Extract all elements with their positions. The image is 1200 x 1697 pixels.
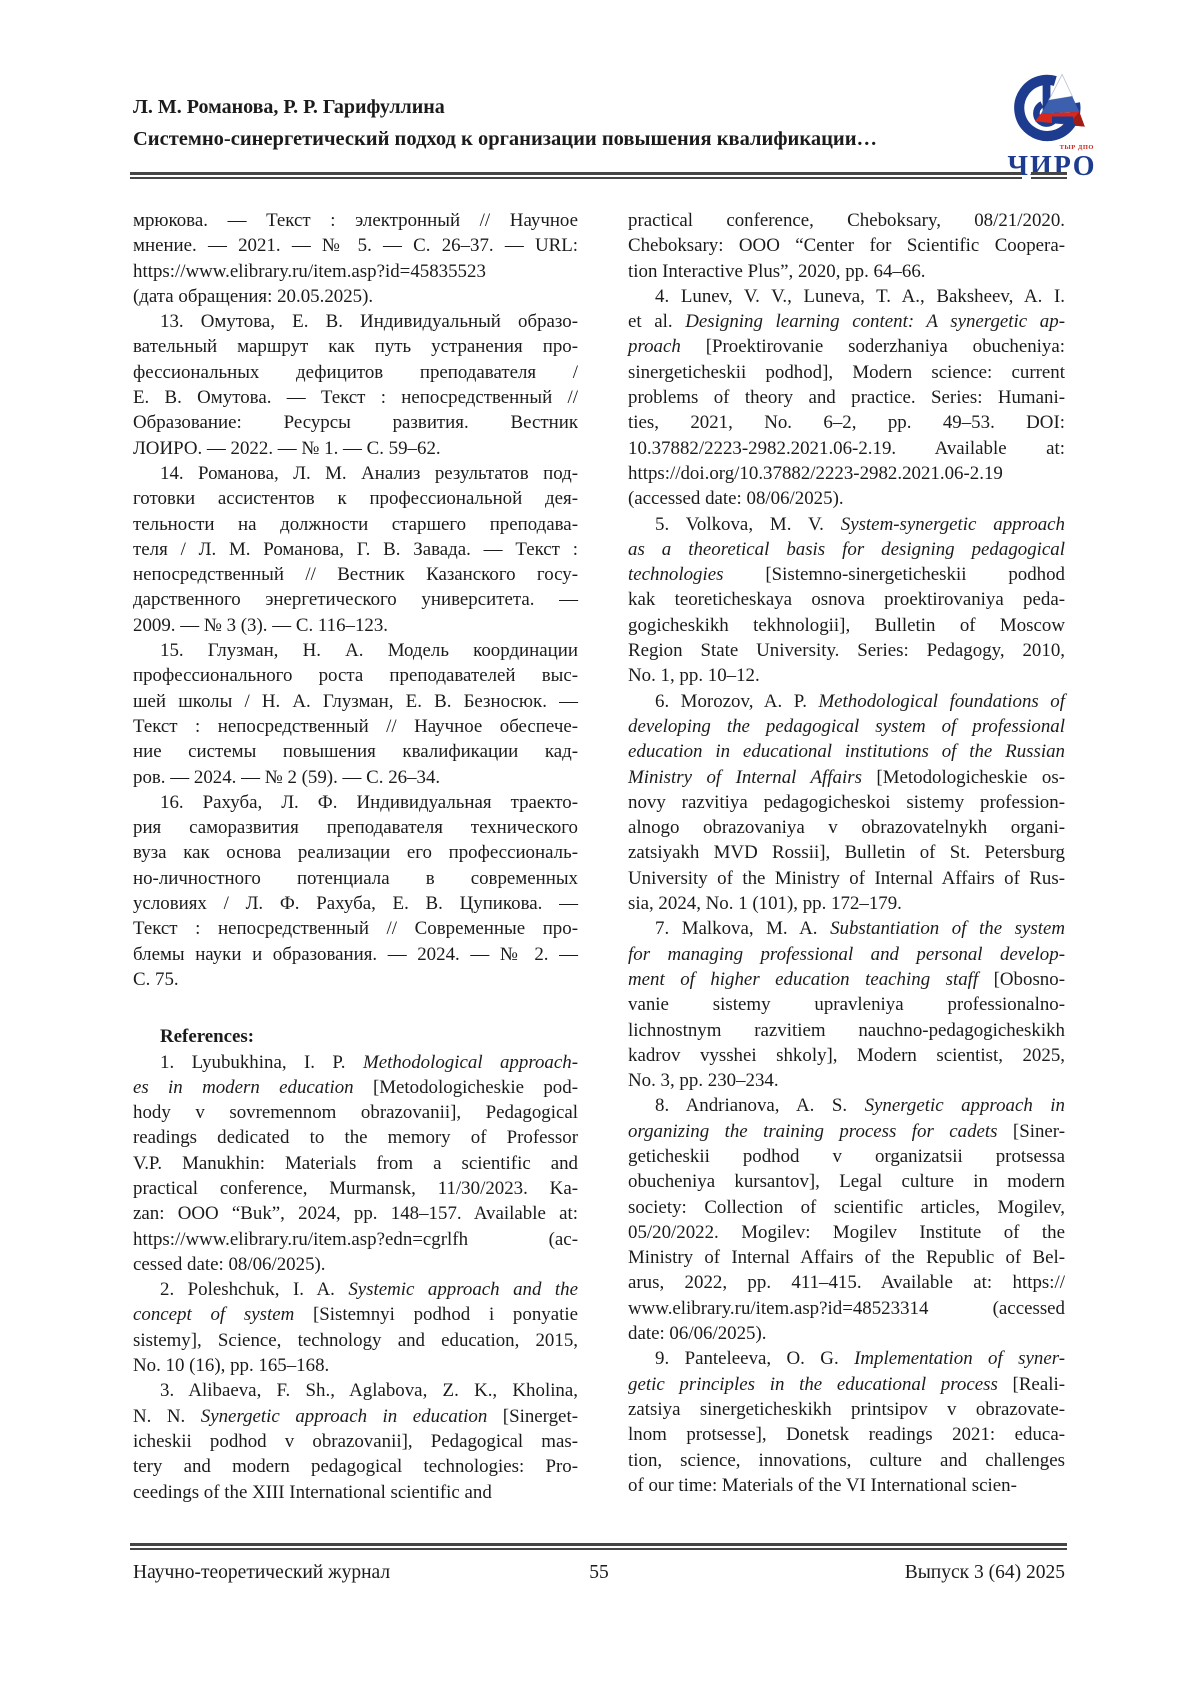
text-line <box>628 309 1065 334</box>
text-line <box>133 587 578 612</box>
reference-text: practical conference, Cheboksary, 08/21/2020. <box>628 210 1065 231</box>
reference-text: geticheskii podhod v organizatsii protsessa <box>628 1145 1065 1167</box>
text-line <box>628 790 1065 815</box>
ref-15 <box>133 638 578 790</box>
text-line <box>133 1075 578 1100</box>
reference-text: practical conference, Murmansk, 11/30/2023. Ka- <box>133 1177 578 1199</box>
reference-text: zatsiyakh MVD Rossii], Bulletin of St. Petersburg <box>628 842 1065 864</box>
reference-text: 4. Lunev, V. V., Luneva, T. A., Baksheev, A. I. <box>655 285 1065 307</box>
reference-text: (accessed date: 08/06/2025). <box>628 488 844 510</box>
reference-text: вательный маршрут как путь устранения про- <box>133 336 578 358</box>
reference-text: (дата обращения: 20.05.2025). <box>133 285 374 307</box>
reference-title-italic: Designing learning content: A synergetic ap- <box>685 311 1065 333</box>
ref-en-3 <box>133 1378 578 1504</box>
ref-en-3-continuation <box>628 208 1065 284</box>
ref-en-6 <box>628 689 1065 917</box>
reference-title-italic: Methodological foundations of <box>818 690 1065 712</box>
footer-page-number: 55 <box>589 1562 609 1583</box>
text-line <box>628 385 1065 410</box>
reference-title-italic: ment of higher education teaching staff <box>628 968 979 990</box>
reference-text: [Sistemnyi podhod i ponyatie <box>294 1304 578 1326</box>
reference-text: непосредственный // Вестник Казанского госу- <box>133 564 578 586</box>
text-line <box>628 1220 1065 1245</box>
text-line <box>133 1277 578 1302</box>
text-line <box>628 512 1065 537</box>
reference-text: 05/20/2022. Mogilev: Mogilev Institute of the <box>628 1221 1065 1243</box>
references-heading <box>133 1024 578 1049</box>
text-line <box>133 1480 578 1505</box>
page-footer <box>133 1562 1065 1592</box>
reference-text: tion Interactive Plus”, 2020, pp. 64–66. <box>628 260 926 282</box>
reference-text: ров. — 2024. — № 2 (59). — С. 26–34. <box>133 766 441 788</box>
reference-title-italic: Ministry of Internal Affairs <box>628 766 862 788</box>
reference-text: 8. Andrianova, A. S. <box>655 1095 865 1117</box>
reference-text: 14. Романова, Л. М. Анализ результатов под- <box>160 462 578 484</box>
text-line <box>133 486 578 511</box>
text-line <box>628 663 1065 688</box>
reference-title-italic: Synergetic approach in <box>864 1095 1065 1117</box>
text-line <box>133 1151 578 1176</box>
text-line <box>133 233 578 258</box>
reference-text: sinergeticheskii podhod], Modern science: current <box>628 361 1065 383</box>
reference-text: zan: OOO “Buk”, 2024, pp. 148–157. Available at: <box>133 1203 578 1225</box>
text-line <box>133 1176 578 1201</box>
text-line <box>133 840 578 865</box>
reference-text: V.P. Manukhin: Materials from a scientific and <box>133 1152 578 1174</box>
reference-text: мнение. — 2021. — № 5. — С. 26–37. — URL: <box>133 235 578 257</box>
text-line <box>133 1378 578 1403</box>
text-line <box>628 1093 1065 1118</box>
reference-text: мрюкова. — Текст : электронный // Научное <box>133 210 578 231</box>
reference-text: [Sistemno-sinergeticheskii podhod <box>723 564 1065 586</box>
reference-text: No. 10 (16), pp. 165–168. <box>133 1355 330 1377</box>
reference-text: 1. Lyubukhina, I. P. <box>160 1051 363 1073</box>
reference-text: date: 06/06/2025). <box>628 1323 767 1345</box>
text-line <box>628 486 1065 511</box>
reference-text: N. N. <box>133 1405 201 1427</box>
page-header-running-title: Системно-синергетический подход к организации повышения квалификации… <box>133 128 878 150</box>
reference-title-italic: Methodological approach- <box>362 1051 578 1073</box>
text-line <box>133 1125 578 1150</box>
reference-text: No. 3, pp. 230–234. <box>628 1070 779 1092</box>
reference-text: [Proektirovanie soderzhaniya obucheniya: <box>680 336 1065 358</box>
text-line <box>133 765 578 790</box>
text-line <box>628 1018 1065 1043</box>
reference-text: ние системы повышения квалификации кад- <box>133 741 578 763</box>
text-line <box>628 436 1065 461</box>
text-line <box>133 1227 578 1252</box>
reference-text: Образование: Ресурсы развития. Вестник <box>133 412 578 434</box>
text-line <box>133 1302 578 1327</box>
text-line <box>628 1473 1065 1498</box>
reference-text: University of the Ministry of Internal Affairs of Rus- <box>628 867 1065 889</box>
reference-text: tery and modern pedagogical technologies: Pro- <box>133 1456 578 1478</box>
text-line <box>133 613 578 638</box>
text-line <box>628 1448 1065 1473</box>
page-header-authors: Л. М. Романова, Р. Р. Гарифуллина <box>133 96 445 118</box>
text-line <box>628 233 1065 258</box>
reference-text: 5. Volkova, M. V. <box>655 513 841 535</box>
text-line <box>133 714 578 739</box>
text-line <box>133 1100 578 1125</box>
ref-13 <box>133 309 578 461</box>
reference-text: https://www.elibrary.ru/item.asp?edn=cgrlfh (ac- <box>133 1228 578 1250</box>
text-line <box>133 689 578 714</box>
reference-title-italic: es in modern education <box>133 1076 354 1098</box>
text-line <box>133 512 578 537</box>
text-line <box>628 613 1065 638</box>
ref-en-7 <box>628 916 1065 1093</box>
text-line <box>628 587 1065 612</box>
ref-en-4 <box>628 284 1065 512</box>
text-line <box>628 1422 1065 1447</box>
footer-divider <box>130 1543 1067 1550</box>
text-line <box>628 1169 1065 1194</box>
reference-text: readings dedicated to the memory of Professor <box>133 1127 578 1149</box>
logo-small-text: ТЫР ДПО <box>1059 144 1094 151</box>
text-line <box>133 790 578 815</box>
text-line <box>133 1024 578 1049</box>
text-line <box>628 1372 1065 1397</box>
reference-text: ЛОИРО. — 2022. — № 1. — С. 59–62. <box>133 437 441 459</box>
reference-text: вуза как основа реализации его профессиональ- <box>133 842 578 864</box>
text-line <box>133 866 578 891</box>
reference-text: 10.37882/2223-2982.2021.06-2.19. Available at: <box>628 437 1065 459</box>
reference-text: [Sinerget- <box>487 1405 578 1427</box>
reference-text: готовки ассистентов к профессиональной дея- <box>133 488 578 510</box>
reference-text: of our time: Materials of the VI International scien- <box>628 1474 1017 1496</box>
footer-issue: Выпуск 3 (64) 2025 <box>904 1562 1065 1583</box>
text-line <box>628 562 1065 587</box>
text-line <box>133 360 578 385</box>
reference-text: 16. Рахуба, Л. Ф. Индивидуальная траекто- <box>160 791 578 813</box>
text-line <box>628 992 1065 1017</box>
text-line <box>133 208 578 233</box>
text-line <box>133 663 578 688</box>
text-line <box>133 967 578 992</box>
reference-text: tion, science, innovations, culture and challenges <box>628 1449 1065 1471</box>
reference-text: sistemy], Science, technology and education, 2015, <box>133 1329 578 1351</box>
reference-text: kadrov vysshei shkoly], Modern scientist, 2025, <box>628 1044 1065 1066</box>
reference-text: hody v sovremennom obrazovanii], Pedagogical <box>133 1102 578 1124</box>
text-line <box>628 739 1065 764</box>
reference-text: Текст : непосредственный // Научное обеспече- <box>133 715 578 737</box>
reference-text: https://doi.org/10.37882/2223-2982.2021.06-2.19 <box>628 462 1003 484</box>
text-line <box>133 1201 578 1226</box>
reference-text: kak teoreticheskaya osnova proektirovaniya peda- <box>628 589 1065 611</box>
reference-text: 3. Alibaeva, F. Sh., Aglabova, Z. K., Kholina, <box>160 1380 578 1402</box>
text-line <box>133 461 578 486</box>
text-line <box>628 815 1065 840</box>
text-line <box>628 1346 1065 1371</box>
reference-text: [Metodologicheskie pod- <box>353 1076 578 1098</box>
reference-text: lnom protsesse], Donetsk readings 2021: educa- <box>628 1424 1065 1446</box>
ref-en-9 <box>628 1346 1065 1498</box>
text-line <box>133 385 578 410</box>
text-line <box>628 1068 1065 1093</box>
text-line <box>628 840 1065 865</box>
reference-text: cessed date: 08/06/2025). <box>133 1253 326 1275</box>
text-line <box>133 815 578 840</box>
text-line <box>628 765 1065 790</box>
reference-text: 9. Panteleeva, O. G. <box>655 1348 855 1370</box>
reference-title-italic: Synergetic approach in education <box>200 1405 488 1427</box>
ref-en-1 <box>133 1050 578 1278</box>
text-line <box>133 1404 578 1429</box>
text-line <box>628 916 1065 941</box>
text-line <box>133 284 578 309</box>
text-line <box>628 360 1065 385</box>
text-line <box>133 1353 578 1378</box>
reference-text: No. 1, pp. 10–12. <box>628 665 760 687</box>
ref-16 <box>133 790 578 992</box>
text-line <box>628 208 1065 233</box>
reference-text: arus, 2022, pp. 411–415. Available at: https:// <box>628 1272 1065 1294</box>
reference-text: https://www.elibrary.ru/item.asp?id=45835523 <box>133 260 486 282</box>
reference-text: society: Collection of scientific articles, Mogilev, <box>628 1196 1065 1218</box>
reference-text: рия саморазвития преподавателя технического <box>133 817 578 839</box>
ref-en-5 <box>628 512 1065 689</box>
right-column <box>628 208 1065 1505</box>
footer-journal-type: Научно-теоретический журнал <box>133 1562 391 1583</box>
journal-logo <box>1000 64 1104 181</box>
text-line <box>628 410 1065 435</box>
reference-title-italic: education in educational institutions of the Russian <box>628 741 1065 763</box>
reference-text: Е. В. Омутова. — Текст : непосредственный // <box>133 387 578 409</box>
reference-title-italic: as a theoretical basis for designing pedagogical <box>628 538 1065 560</box>
reference-text: 2009. — № 3 (3). — С. 116–123. <box>133 614 389 636</box>
text-line <box>133 1429 578 1454</box>
text-line <box>133 309 578 334</box>
text-line <box>628 1043 1065 1068</box>
reference-text: С. 75. <box>133 968 179 990</box>
chiro-logo-icon <box>1000 64 1104 148</box>
reference-text: Cheboksary: OOO “Center for Scientific Coopera- <box>628 235 1065 257</box>
text-line <box>133 259 578 284</box>
reference-text: 6. Morozov, A. P. <box>655 690 819 712</box>
text-line <box>133 334 578 359</box>
reference-title-italic: System-synergetic approach <box>840 513 1065 535</box>
ref-en-8 <box>628 1093 1065 1346</box>
text-line <box>133 410 578 435</box>
text-line <box>628 1397 1065 1422</box>
text-line <box>628 866 1065 891</box>
text-line <box>628 1296 1065 1321</box>
reference-text: 15. Глузман, Н. А. Модель координации <box>160 640 578 662</box>
reference-text: тельности на должности старшего преподава- <box>133 513 578 535</box>
reference-title-italic: Implementation of syner- <box>854 1348 1065 1370</box>
reference-text: шей школы / Н. А. Глузман, Е. В. Безносюк. — <box>133 690 578 712</box>
text-line <box>133 1050 578 1075</box>
text-line <box>628 1321 1065 1346</box>
reference-text: et al. <box>628 311 686 333</box>
ref-14 <box>133 461 578 638</box>
reference-text: дарственного энергетического университета. — <box>133 589 578 611</box>
ref-12-continuation <box>133 208 578 309</box>
text-line <box>628 967 1065 992</box>
text-line <box>628 942 1065 967</box>
reference-text: блемы науки и образования. — 2024. — № 2. — <box>133 943 578 965</box>
reference-text: www.elibrary.ru/item.asp?id=48523314 (accessed <box>628 1297 1065 1319</box>
reference-text: gogicheskikh tekhnologii], Bulletin of Moscow <box>628 614 1065 636</box>
text-line <box>628 1144 1065 1169</box>
text-line <box>628 334 1065 359</box>
reference-text: vanie sistemy upravleniya professionalno- <box>628 994 1065 1016</box>
reference-text: obucheniya kursantov], Legal culture in modern <box>628 1171 1065 1193</box>
logo-text: ЧИРО <box>1007 150 1097 182</box>
text-line <box>628 714 1065 739</box>
reference-text: [Obosno- <box>978 968 1065 990</box>
reference-title-italic: Substantiation of the system <box>830 918 1065 940</box>
text-line <box>133 916 578 941</box>
reference-text: alnogo obrazovaniya v obrazovatelnykh organi- <box>628 817 1065 839</box>
reference-title-italic: organizing the training process for cadets <box>628 1120 998 1142</box>
text-line <box>628 638 1065 663</box>
reference-text: [Siner- <box>997 1120 1065 1142</box>
text-line <box>628 284 1065 309</box>
text-line <box>628 1270 1065 1295</box>
reference-text: ties, 2021, No. 6–2, pp. 49–53. DOI: <box>628 412 1065 434</box>
text-line <box>628 461 1065 486</box>
text-line <box>133 739 578 764</box>
text-line <box>628 1245 1065 1270</box>
reference-text: фессиональных дефицитов преподавателя / <box>133 361 578 383</box>
two-column-references <box>133 208 1065 1505</box>
reference-text: Ministry of Internal Affairs of the Republic of Bel- <box>628 1247 1065 1269</box>
reference-title-italic: getic principles in the educational process <box>628 1373 998 1395</box>
reference-text: sia, 2024, No. 1 (101), pp. 172–179. <box>628 893 902 915</box>
reference-title-italic: developing the pedagogical system of professional <box>628 715 1065 737</box>
reference-title-italic: for managing professional and personal develop- <box>628 943 1065 965</box>
reference-text: 2. Poleshchuk, I. A. <box>160 1279 349 1301</box>
text-line <box>628 259 1065 284</box>
reference-text: условиях / Л. Ф. Рахуба, Е. В. Цупикова. — <box>133 893 578 915</box>
text-line <box>628 1119 1065 1144</box>
text-line <box>133 562 578 587</box>
reference-text: Region State University. Series: Pedagogy, 2010, <box>628 640 1065 662</box>
reference-text: References: <box>160 1026 255 1048</box>
reference-text: Текст : непосредственный // Современные про- <box>133 918 578 940</box>
left-column <box>133 208 578 1505</box>
reference-text: [Reali- <box>997 1373 1065 1395</box>
text-line <box>133 891 578 916</box>
text-line <box>628 689 1065 714</box>
reference-text: problems of theory and practice. Series: Humani- <box>628 387 1065 409</box>
text-line <box>628 537 1065 562</box>
reference-text: zatsiya sinergeticheskikh printsipov v obrazovate- <box>628 1398 1065 1420</box>
reference-title-italic: technologies <box>628 564 724 586</box>
reference-text: ceedings of the XIII International scientific and <box>133 1481 492 1503</box>
text-line <box>133 942 578 967</box>
text-line <box>628 891 1065 916</box>
text-line <box>133 1454 578 1479</box>
reference-text: но-личностного потенциала в современных <box>133 867 578 889</box>
text-line <box>133 537 578 562</box>
header-divider <box>130 172 1067 179</box>
reference-title-italic: concept of system <box>133 1304 295 1326</box>
text-line <box>133 1252 578 1277</box>
text-line <box>133 436 578 461</box>
ref-en-2 <box>133 1277 578 1378</box>
reference-text: профессионального роста преподавателей выс- <box>133 665 578 687</box>
reference-text: 13. Омутова, Е. В. Индивидуальный образо- <box>160 311 578 333</box>
reference-title-italic: proach <box>628 336 681 358</box>
reference-title-italic: Systemic approach and the <box>348 1279 579 1301</box>
reference-text: [Metodologicheskie os- <box>861 766 1066 788</box>
reference-text: lichnostnym razvitiem nauchno-pedagogicheskikh <box>628 1019 1065 1041</box>
text-line <box>628 1195 1065 1220</box>
text-line <box>133 638 578 663</box>
reference-text: novy razvitiya pedagogicheskoi sistemy profession- <box>628 791 1065 813</box>
reference-text: теля / Л. М. Романова, Г. В. Завада. — Текст : <box>133 538 578 560</box>
reference-text: icheskii podhod v obrazovanii], Pedagogical mas- <box>133 1430 578 1452</box>
reference-text: 7. Malkova, M. A. <box>655 918 831 940</box>
text-line <box>133 1328 578 1353</box>
